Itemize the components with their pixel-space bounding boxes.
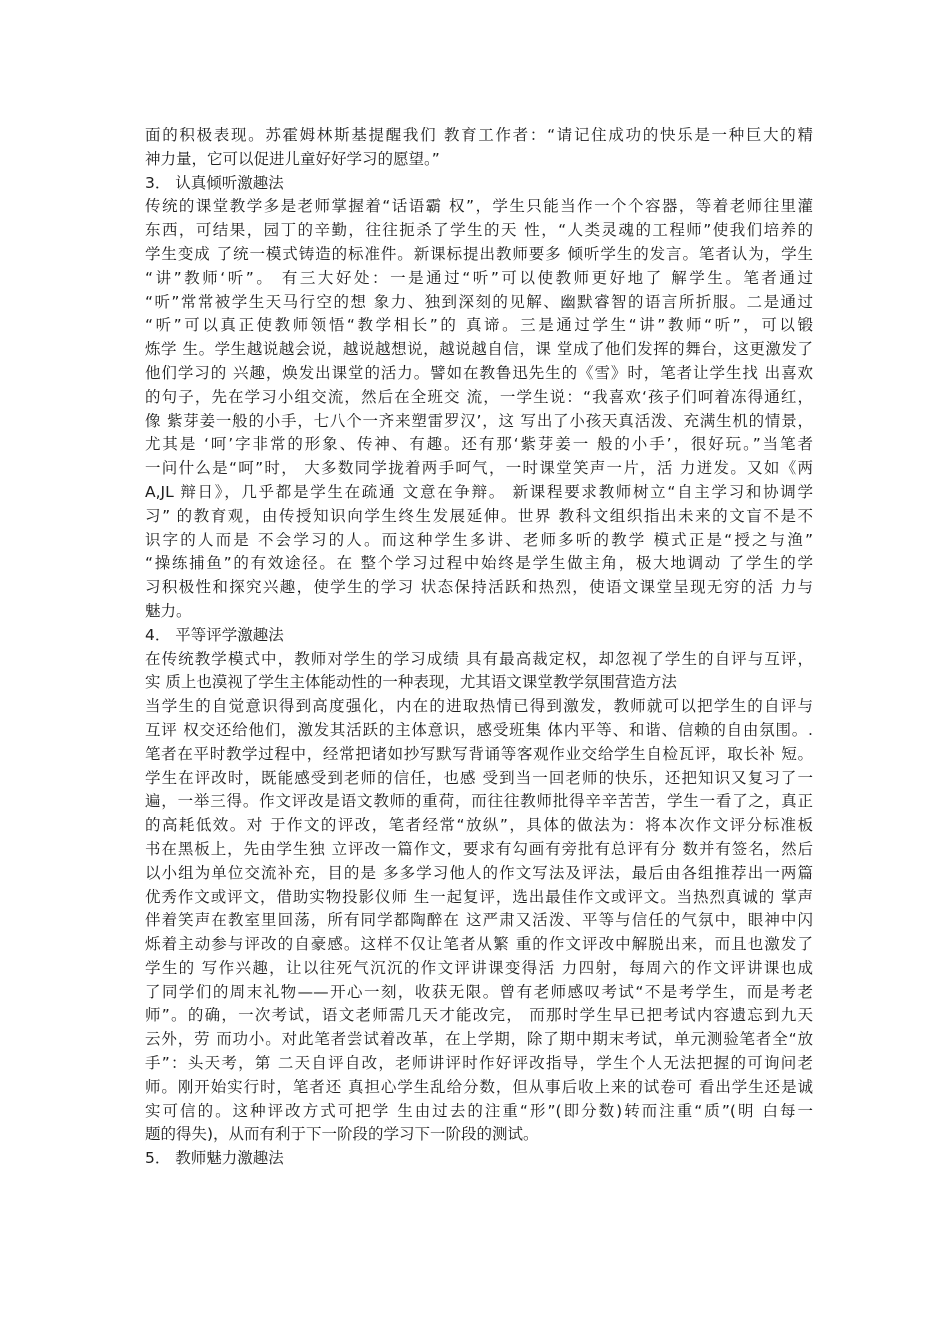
paragraph-line: 一问什么是“呵”时， 大多数同学拢着两手呵气，一时课堂笑声一片，活 力迸发。又如《两 — [145, 459, 813, 478]
paragraph-line: 实 质上也漠视了学生主体能动性的一种表现，尤其语文课堂教学氛围营造方法 — [145, 673, 677, 692]
section-heading: 3． 认真倾听激趣法 — [145, 173, 284, 192]
paragraph-line: 习” 的教育观，由传授知识向学生终生发展延伸。世界 教科文组织指出未来的文盲不是不 — [145, 506, 813, 525]
paragraph-line: 学生的 写作兴趣，让以往死气沉沉的作文评讲课变得活 力四射，每周六的作文评讲课也成 — [145, 958, 813, 977]
paragraph-line: A,JL 辩日》，几乎都是学生在疏通 文意在争辩。 新课程要求教师树立“自主学习和协调学 — [145, 482, 813, 501]
paragraph-line: “听”常常被学生天马行空的想 象力、独到深刻的见解、幽默睿智的语言所折服。二是通过 — [145, 292, 813, 311]
paragraph-line: 识字的人而是 不会学习的人。而这种学生多讲、老师多听的教学 模式正是“授之与渔” — [145, 530, 813, 549]
paragraph-line: 炼学 生。学生越说越会说，越说越想说，越说越自信，课 堂成了他们发挥的舞台，这更激发了 — [145, 340, 813, 359]
paragraph-line: “听”可以真正使教师领悟“教学相长”的 真谛。三是通过学生“讲”教师“听”，可以锻 — [145, 316, 813, 335]
paragraph-line: 像 紫芽姜一般的小手，七八个一齐来塑雷罗汉’，这 写出了小孩天真活泼、充满生机的情景， — [145, 411, 813, 430]
paragraph-line: 面的积极表现。苏霍姆林斯基提醒我们 教育工作者：“请记住成功的快乐是一种巨大的精 — [145, 126, 813, 144]
paragraph-line: 神力量，它可以促进儿童好好学习的愿望。” — [145, 149, 440, 168]
paragraph-line: 云外，劳 而功小。对此笔者尝试着改革，在上学期，除了期中期末考试，单元测验笔者全“放 — [145, 1030, 813, 1049]
paragraph-line: 东西，可结果，园丁的辛勤，往往扼杀了学生的天 性，“人类灵魂的工程师”使我们培养的 — [145, 221, 813, 240]
paragraph-line: 以小组为单位交流补充，目的是 多多学习他人的作文写法及评法，最后由各组推荐出一两篇 — [145, 863, 813, 882]
paragraph-line: 传统的课堂教学多是老师掌握着“话语霸 权”，学生只能当作一个个容器，等着老师往里灌 — [145, 197, 813, 216]
paragraph-line: 了同学们的周末礼物——开心一刻，收获无限。曾有老师感叹考试“不是考学生，而是考老 — [145, 982, 813, 1001]
paragraph-line: 手”：头天考，第 二天自评自改，老师讲评时作好评改指导，学生个人无法把握的可询问老 — [145, 1054, 813, 1073]
paragraph-line: 他们学习的 兴趣，焕发出课堂的活力。譬如在教鲁迅先生的《雪》时，笔者让学生找 出喜欢 — [145, 363, 813, 382]
paragraph-line: 烁着主动参与评改的自豪感。这样不仅让笔者从繁 重的作文评改中解脱出来，而且也激发了 — [145, 935, 813, 954]
paragraph-line: “操练捕鱼”的有效途径。在 整个学习过程中始终是学生做主角，极大地调动 了学生的学 — [145, 554, 813, 573]
paragraph-line: 习积极性和探究兴趣，使学生的学习 状态保持活跃和热烈，使语文课堂呈现无穷的活 力与 — [145, 578, 813, 597]
paragraph-line: 互评 权交还给他们，激发其活跃的主体意识，感受班集 体内平等、和谐、信赖的自由氛围。. — [145, 720, 813, 739]
paragraph-line: 师”。的确，一次考试，语文老师需几天才能改完， 而那时学生早已把考试内容遗忘到九天 — [145, 1006, 813, 1025]
paragraph-line: 遍，一举三得。作文评改是语文教师的重荷，而往往教师批得辛辛苦苦，学生一看了之，真正 — [145, 792, 813, 811]
document-page — [145, 124, 813, 1171]
paragraph-line: 题的得失)，从而有利于下一阶段的学习下一阶段的测试。 — [145, 1125, 539, 1144]
paragraph-line: 笔者在平时教学过程中，经常把诸如抄写默写背诵等客观作业交给学生自检瓦评，取长补 短。 — [145, 744, 813, 763]
paragraph-line: 师。刚开始实行时，笔者还 真担心学生乱给分数，但从事后收上来的试卷可 看出学生还是诚 — [145, 1077, 813, 1096]
paragraph-line: 尤其是 ‘呵’字非常的形象、传神、有趣。还有那‘紫芽姜一 般的小手’，很好玩。”当笔者 — [145, 435, 813, 454]
paragraph-line: 实可信的。这种评改方式可把学 生由过去的注重“形”(即分数)转而注重“质”(明 白每一 — [145, 1101, 813, 1120]
paragraph-line: 魅力。 — [145, 601, 192, 620]
paragraph-line: “讲”教师‘听”。 有三大好处：一是通过“听”可以使教师更好地了 解学生。笔者通过 — [145, 268, 813, 287]
paragraph-line: 学生变成 了统一模式铸造的标准件。新课标提出教师要多 倾听学生的发言。笔者认为，学生 — [145, 244, 813, 263]
paragraph-line: 在传统教学模式中，教师对学生的学习成绩 具有最高裁定权，却忽视了学生的自评与互评， — [145, 649, 813, 668]
paragraph-line: 优秀作文或评文，借助实物投影仪师 生一起复评，选出最佳作文或评文。当热烈真诚的 掌声 — [145, 887, 813, 906]
paragraph-line: 学生在评改时，既能感受到老师的信任，也感 受到当一回老师的快乐，还把知识又复习了一 — [145, 768, 813, 787]
paragraph-line: 当学生的自觉意识得到高度强化，内在的进取热情已得到激发，教师就可以把学生的自评与 — [145, 697, 813, 716]
paragraph-line: 伴着笑声在教室里回荡，所有同学都陶醉在 这严肃又活泼、平等与信任的气氛中，眼神中闪 — [145, 911, 813, 930]
section-heading: 4． 平等评学激趣法 — [145, 625, 284, 644]
paragraph-line: 的高耗低效。对 于作文的评改，笔者经常“放纵”，具体的做法为：将本次作文评分标准板 — [145, 816, 813, 835]
paragraph-line: 书在黑板上，先由学生独 立评改一篇作文，要求有勾画有旁批有总评有分 数并有签名，然后 — [145, 839, 813, 858]
section-heading: 5． 教师魅力激趣法 — [145, 1149, 284, 1168]
paragraph-line: 的句子，先在学习小组交流，然后在全班交 流，一学生说：“我喜欢‘孩子们呵着冻得通红， — [145, 387, 813, 406]
